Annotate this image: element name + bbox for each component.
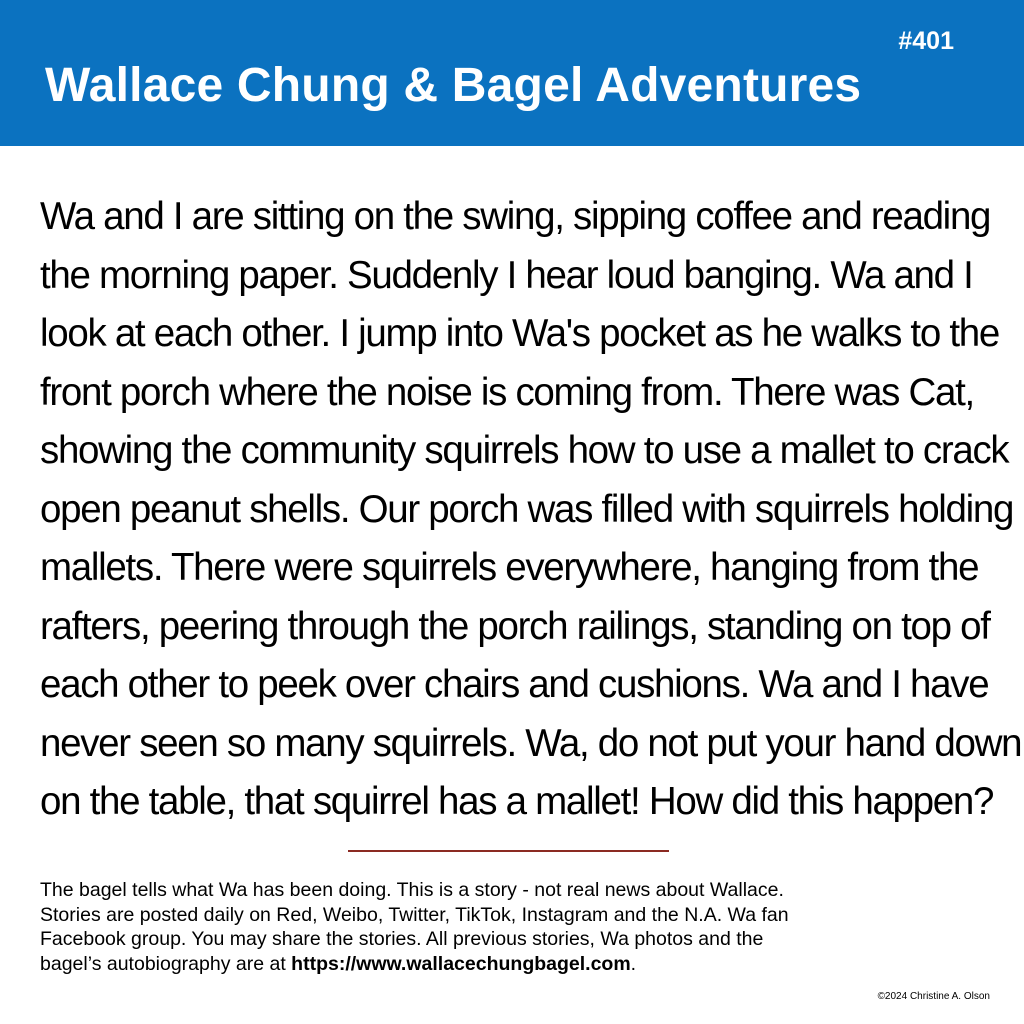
- page-title: Wallace Chung & Bagel Adventures: [45, 59, 862, 112]
- story-line: open peanut shells. Our porch was filled with squirrels holding: [40, 487, 1014, 531]
- disclaimer-line: Facebook group. You may share the stories. All previous stories, Wa photos and the: [40, 928, 764, 950]
- story-line: front porch where the noise is coming from. There was Cat,: [40, 370, 974, 414]
- story-line: showing the community squirrels how to use a mallet to crack: [40, 429, 1009, 472]
- story-line: Wa and I are sitting on the swing, sipping coffee and reading: [40, 195, 991, 238]
- disclaimer-line: The bagel tells what Wa has been doing. This is a story - not real news about Wallace.: [40, 879, 784, 901]
- story-text: [40, 188, 1022, 832]
- story-line: each other to peek over chairs and cushions. Wa and I have: [40, 663, 989, 706]
- disclaimer-text: [40, 878, 1000, 976]
- story-line: rafters, peering through the porch railings, standing on top of: [40, 604, 990, 648]
- story-line: on the table, that squirrel has a mallet! How did this happen?: [40, 780, 994, 823]
- story-line: mallets. There were squirrels everywhere, hanging from the: [40, 546, 979, 589]
- story-line: look at each other. I jump into Wa's pocket as he walks to the: [40, 312, 999, 355]
- disclaimer-last-line-prefix: bagel’s autobiography are at: [40, 952, 292, 975]
- disclaimer-last-line-suffix: .: [630, 952, 637, 975]
- copyright-notice: ©2024 Christine A. Olson: [877, 991, 990, 1002]
- story-line: never seen so many squirrels. Wa, do not put your hand down: [40, 721, 1022, 765]
- disclaimer-line: Stories are posted daily on Red, Weibo, Twitter, TikTok, Instagram and the N.A. Wa fan: [40, 903, 789, 926]
- section-divider: [348, 850, 669, 852]
- disclaimer-last-line: [40, 952, 1000, 977]
- issue-number: #401: [898, 27, 954, 55]
- header-banner: [0, 0, 1024, 146]
- story-line: the morning paper. Suddenly I hear loud banging. Wa and I: [40, 253, 973, 297]
- website-link[interactable]: https://www.wallacechungbagel.com: [291, 952, 631, 975]
